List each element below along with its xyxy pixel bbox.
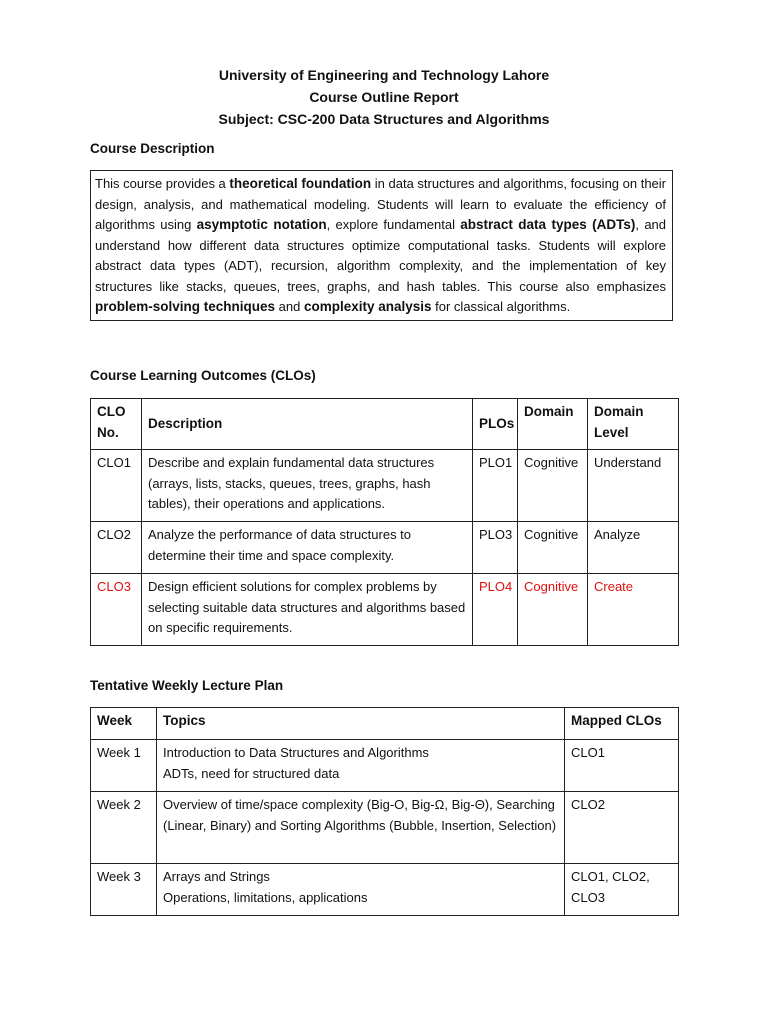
course-description-box bbox=[90, 170, 673, 321]
clo-no-header: CLO No. bbox=[91, 399, 142, 450]
domain-level: Create bbox=[588, 574, 679, 646]
week-label: Week 2 bbox=[91, 792, 157, 864]
clo-table bbox=[90, 398, 679, 646]
week-topics bbox=[157, 740, 565, 792]
plo-id: PLO3 bbox=[473, 522, 518, 574]
mapped-clos: CLO1, CLO2, CLO3 bbox=[565, 864, 679, 916]
subject-title: Subject: CSC-200 Data Structures and Algorithms bbox=[218, 111, 550, 127]
clo-description: Describe and explain fundamental data structures (arrays, lists, stacks, queues, trees, graphs, hash tables), their operations and applications. bbox=[142, 450, 473, 522]
report-title: Course Outline Report bbox=[309, 89, 459, 105]
lecture-header-row bbox=[91, 708, 679, 740]
desc-emphasis: problem-solving techniques bbox=[95, 299, 276, 314]
domain-level-header: Domain Level bbox=[588, 399, 679, 450]
desc-text: , and understand how different data structures optimize computational tasks. Students will explore abstract data types (ADT), recursion, algorithm complexity, and the implementation of key structures like stacks, queues, trees, graphs, and hash tables. This course also emphasizes bbox=[95, 217, 667, 294]
table-row bbox=[91, 864, 679, 916]
week-label: Week 3 bbox=[91, 864, 157, 916]
week-topics bbox=[157, 792, 565, 864]
topic-line: Operations, limitations, applications bbox=[163, 889, 368, 905]
desc-text: This course provides a bbox=[95, 176, 230, 191]
topic-line: Overview of time/space complexity (Big-O, Big-Ω, Big-Θ), Searching (Linear, Binary) and Sorting Algorithms (Bubble, Insertion, Selection) bbox=[163, 797, 557, 833]
domain-header: Domain bbox=[518, 399, 588, 450]
table-row-highlighted bbox=[91, 574, 679, 646]
lecture-plan-table bbox=[90, 707, 679, 916]
topic-line: ADTs, need for structured data bbox=[163, 765, 340, 781]
clo-heading: Course Learning Outcomes (CLOs) bbox=[90, 368, 316, 383]
topic-line: Introduction to Data Structures and Algorithms bbox=[163, 745, 429, 760]
domain: Cognitive bbox=[518, 574, 588, 646]
plo-id: PLO4 bbox=[473, 574, 518, 646]
table-row bbox=[91, 522, 679, 574]
desc-text: in data structures and algorithms, focusing on their design, analysis, and mathematical modeling. Students will learn to evaluate the efficiency of algorithms using bbox=[95, 176, 667, 232]
desc-emphasis: theoretical foundation bbox=[229, 176, 372, 191]
week-topics bbox=[157, 864, 565, 916]
desc-emphasis: abstract data types (ADTs) bbox=[460, 217, 636, 232]
table-row bbox=[91, 450, 679, 522]
topics-header: Topics bbox=[157, 708, 565, 740]
week-header: Week bbox=[91, 708, 157, 740]
clo-id: CLO3 bbox=[91, 574, 142, 646]
domain-level: Analyze bbox=[588, 522, 679, 574]
mapped-clos: CLO2 bbox=[565, 792, 679, 864]
desc-text: and bbox=[275, 299, 304, 314]
clo-description: Analyze the performance of data structures to determine their time and space complexity. bbox=[142, 522, 473, 574]
clo-description: Design efficient solutions for complex problems by selecting suitable data structures and algorithms based on specific requirements. bbox=[142, 574, 473, 646]
plo-id: PLO1 bbox=[473, 450, 518, 522]
course-description-heading: Course Description bbox=[90, 141, 215, 156]
table-row bbox=[91, 792, 679, 864]
document-header bbox=[0, 64, 768, 130]
week-label: Week 1 bbox=[91, 740, 157, 792]
domain: Cognitive bbox=[518, 522, 588, 574]
topic-line: Arrays and Strings bbox=[163, 869, 270, 884]
domain-level: Understand bbox=[588, 450, 679, 522]
desc-text: , explore fundamental bbox=[326, 217, 461, 232]
plos-header: PLOs bbox=[473, 399, 518, 450]
desc-emphasis: asymptotic notation bbox=[196, 217, 327, 232]
table-row bbox=[91, 740, 679, 792]
domain: Cognitive bbox=[518, 450, 588, 522]
description-header: Description bbox=[142, 399, 473, 450]
desc-emphasis: complexity analysis bbox=[303, 299, 432, 314]
university-name: University of Engineering and Technology Lahore bbox=[218, 67, 550, 83]
clo-id: CLO1 bbox=[91, 450, 142, 522]
mapped-clos-header: Mapped CLOs bbox=[565, 708, 679, 740]
clo-id: CLO2 bbox=[91, 522, 142, 574]
mapped-clos: CLO1 bbox=[565, 740, 679, 792]
desc-text: for classical algorithms. bbox=[431, 299, 571, 314]
lecture-plan-heading: Tentative Weekly Lecture Plan bbox=[90, 678, 284, 693]
clo-header-row bbox=[91, 399, 679, 450]
